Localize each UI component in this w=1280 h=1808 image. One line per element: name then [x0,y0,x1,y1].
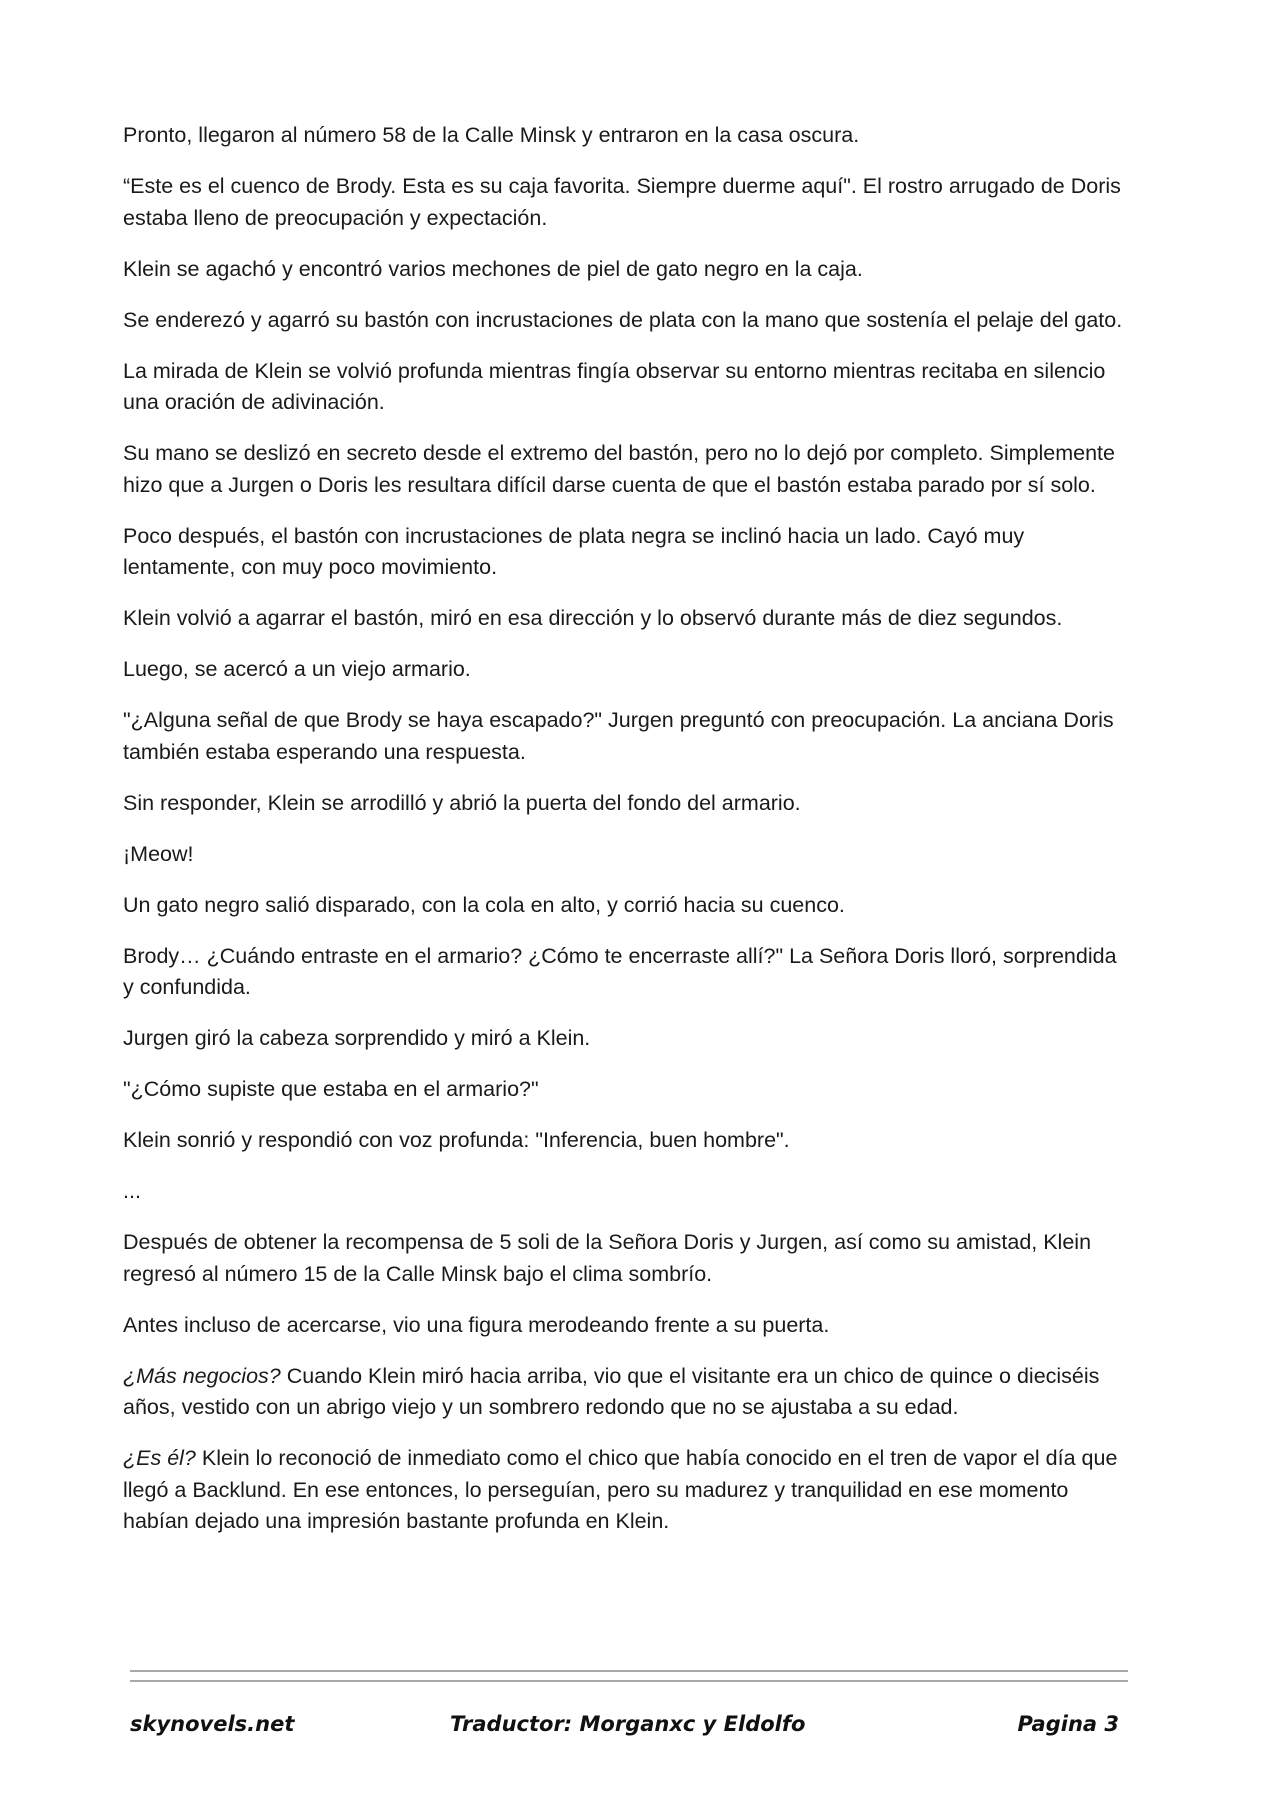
paragraph-text: Un gato negro salió disparado, con la cola en alto, y corrió hacia su cuenco. [123,892,845,917]
paragraph-text: Brody… ¿Cuándo entraste en el armario? ¿Cómo te encerraste allí?" La Señora Doris lloró, sorprendida y confundida. [123,943,1117,999]
paragraph [123,171,1133,234]
paragraph-text: ... [123,1179,141,1203]
footer-rule-bottom [130,1680,1128,1682]
paragraph-text: "¿Cómo supiste que estaba en el armario?" [123,1077,539,1101]
paragraph [123,1227,1133,1290]
footer-site: skynovels.net [130,1712,295,1736]
paragraph [123,1176,1133,1208]
paragraph [123,1023,1133,1055]
footer-divider [130,1670,1128,1690]
paragraph [123,603,1133,635]
paragraph [123,1310,1133,1342]
paragraph-text: Se enderezó y agarró su bastón con incrustaciones de plata con la mano que sostenía el pelaje del gato. [123,307,1123,332]
page-footer [130,1712,1128,1748]
paragraph [123,521,1133,584]
paragraph [123,654,1133,686]
paragraph-text: Sin responder, Klein se arrodilló y abrió la puerta del fondo del armario. [123,790,801,815]
document-body [123,120,1133,1557]
paragraph-text: “Este es el cuenco de Brody. Esta es su caja favorita. Siempre duerme aquí". El rostro arrugado de Doris estaba lleno de preocupación y expectación. [123,174,1121,230]
paragraph-text: Poco después, el bastón con incrustaciones de plata negra se inclinó hacia un lado. Cayó muy lentamente, con muy poco movimiento. [123,523,1025,579]
paragraph [123,1074,1133,1106]
paragraph [123,356,1133,419]
italic-text: ¿Más negocios? [123,1363,281,1388]
paragraph-text: Klein se agachó y encontró varios mechones de piel de gato negro en la caja. [123,256,863,281]
paragraph [123,1125,1133,1157]
paragraph-text: Klein volvió a agarrar el bastón, miró en esa dirección y lo observó durante más de diez segundos. [123,606,1063,630]
footer-rule-top [130,1670,1128,1672]
paragraph-text: La mirada de Klein se volvió profunda mientras fingía observar su entorno mientras recitaba en silencio una oración de adivinación. [123,358,1106,414]
paragraph [123,839,1133,871]
paragraph-text: Jurgen giró la cabeza sorprendido y miró a Klein. [123,1026,591,1050]
paragraph [123,941,1133,1004]
paragraph [123,890,1133,922]
paragraph-text: Luego, se acercó a un viejo armario. [123,657,471,681]
paragraph-text: Klein lo reconoció de inmediato como el chico que había conocido en el tren de vapor el día que llegó a Backlund. En ese entonces, lo perseguían, pero su madurez y tranquilidad en ese momento habían dejado una impresión bastante profunda en Klein. [123,1446,1118,1533]
paragraph [123,254,1133,286]
paragraph-text: ¡Meow! [123,841,194,866]
paragraph [123,438,1133,501]
italic-text: ¿Es él? [123,1446,196,1470]
paragraph [123,1443,1133,1538]
paragraph [123,788,1133,820]
paragraph [123,705,1133,768]
footer-translator: Traductor: Morganxc y Eldolfo [450,1712,806,1736]
paragraph [123,1361,1133,1424]
paragraph-text: Klein sonrió y respondió con voz profunda: "Inferencia, buen hombre". [123,1128,790,1152]
paragraph-text: Su mano se deslizó en secreto desde el extremo del bastón, pero no lo dejó por completo. Simplemente hizo que a Jurgen o Doris les resultara difícil darse cuenta de que el bastón estaba parado por sí solo. [123,441,1115,497]
paragraph-text: Cuando Klein miró hacia arriba, vio que el visitante era un chico de quince o dieciséis años, vestido con un abrigo viejo y un sombrero redondo que no se ajustaba a su edad. [123,1363,1100,1419]
paragraph-text: Pronto, llegaron al número 58 de la Calle Minsk y entraron en la casa oscura. [123,123,860,147]
paragraph [123,305,1133,337]
footer-page-number: Pagina 3 [1017,1712,1119,1736]
paragraph-text: Antes incluso de acercarse, vio una figura merodeando frente a su puerta. [123,1312,830,1337]
paragraph [123,120,1133,152]
paragraph-text: "¿Alguna señal de que Brody se haya escapado?" Jurgen preguntó con preocupación. La anciana Doris también estaba esperando una respuesta. [123,708,1114,764]
paragraph-text: Después de obtener la recompensa de 5 soli de la Señora Doris y Jurgen, así como su amistad, Klein regresó al número 15 de la Calle Minsk bajo el clima sombrío. [123,1230,1092,1286]
